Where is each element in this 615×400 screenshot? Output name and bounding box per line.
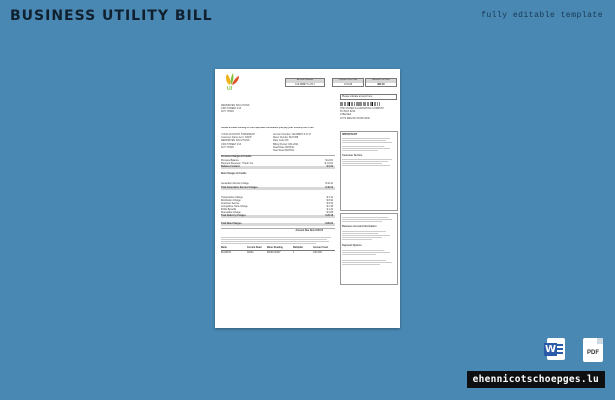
table-row: Balance Forward $ 0.00 bbox=[221, 166, 333, 168]
logo-text: UI bbox=[227, 86, 232, 91]
business-info-panel bbox=[340, 213, 398, 285]
account-right: Account Number 100-98887-5-1717 Meter Number 8127468 Rate Code RS Billing Period JUN-2021 Read Date 05/25/21 Next Read 06/25/21 bbox=[273, 133, 312, 153]
charges-table bbox=[221, 155, 335, 275]
bill-document bbox=[215, 69, 400, 328]
remit-address-line: LOTS REGION 02150-9230 bbox=[340, 116, 370, 120]
amount-due-label: Amount Due Now bbox=[366, 79, 396, 83]
table-row: Distribution Charge $ 8.92 bbox=[221, 200, 333, 202]
table-row: Generation Service Charge $ 42.10 bbox=[221, 183, 333, 185]
table-row: Payment Received - Thank You $ -12.81 bbox=[221, 163, 333, 165]
word-letter: W bbox=[544, 344, 557, 355]
account-number-label: Account Number bbox=[286, 79, 324, 83]
table-row: Public Benefits $ 1.22 bbox=[221, 209, 333, 211]
account-left bbox=[221, 133, 271, 149]
table-row: Total Generation Service Charges $ 42.10 bbox=[221, 187, 333, 189]
table-row: Total Delivery Charges $ 26.18 bbox=[221, 215, 333, 217]
remit-barcode bbox=[340, 102, 380, 106]
account-line: Customer Name Acct: NAPP bbox=[221, 136, 252, 140]
amount-due-value: $80.00 bbox=[377, 82, 385, 86]
amount-due-row: Amount Due Now $ 80.00 bbox=[295, 230, 323, 232]
important-panel bbox=[340, 131, 398, 211]
remit-address-line: CHELSEA bbox=[340, 113, 352, 117]
remit-address bbox=[340, 107, 398, 120]
panel-heading: Business Account Information bbox=[342, 225, 377, 228]
service-address-line: ANY TOWN bbox=[221, 110, 234, 114]
account-line: 1360 STREET 213 bbox=[221, 142, 242, 146]
account-line: ANY TOWN bbox=[221, 145, 234, 149]
word-file-icon[interactable] bbox=[544, 338, 565, 360]
new-charges-title: New Charges & Credits bbox=[221, 173, 247, 175]
account-number-value: 100-98887-5-1717 bbox=[295, 82, 315, 86]
leaf-logo-icon bbox=[224, 73, 240, 91]
amount-enclosed-label: Please indicate amount here bbox=[342, 95, 373, 98]
due-date-label: Payment Due Date bbox=[333, 79, 363, 83]
meter-header-row: Meter Current Read Meter Reading Multiplier Amount Used bbox=[221, 247, 335, 251]
site-watermark: ehennicotschoepges.lu bbox=[467, 371, 605, 388]
panel-heading: Payment Options bbox=[342, 244, 362, 247]
due-date-value: JUN-08 bbox=[343, 82, 353, 86]
total-row: Total New Charges $ 80.00 bbox=[221, 223, 333, 225]
service-address bbox=[221, 104, 281, 114]
notice-text: Please include nothing for the Important Information you pay your monthly bill in full bbox=[221, 127, 314, 129]
account-number-box bbox=[285, 78, 325, 87]
page-title: BUSINESS UTILITY BILL bbox=[10, 8, 213, 24]
account-line: MEMORVEN SOLUTIONS bbox=[221, 139, 250, 143]
important-title: IMPORTANT bbox=[342, 133, 358, 136]
amount-enclosed-box[interactable] bbox=[340, 94, 397, 100]
table-row: Renewable Charge $ 0.88 bbox=[221, 212, 333, 214]
table-row: Customer Service $ 9.64 bbox=[221, 203, 333, 205]
service-address-line: MEMORVEN SOLUTIONS bbox=[221, 104, 250, 107]
pdf-file-icon[interactable] bbox=[583, 338, 603, 362]
meter-row: 81126874 32604 85209-30307 1 100 kWh bbox=[221, 252, 323, 254]
service-address-line: 1360 STREET 213 bbox=[221, 107, 242, 111]
table-row: Previous Balance $ 12.81 bbox=[221, 160, 333, 162]
table-row: Transmission Charge $ 3.14 bbox=[221, 197, 333, 199]
amount-due-box bbox=[365, 78, 397, 87]
pdf-label: PDF bbox=[587, 350, 599, 356]
table-row: Competitive Trans Charge $ 2.38 bbox=[221, 206, 333, 208]
due-date-box bbox=[332, 78, 364, 87]
remit-address-line: THE UNITED ILLUMINATING COMPANY bbox=[340, 107, 385, 110]
account-line: YOUR ACCOUNT STATEMENT bbox=[221, 133, 256, 136]
page-subtitle: fully editable template bbox=[481, 11, 603, 20]
charges-title: Previous Charges & Credits bbox=[221, 156, 252, 158]
panel-heading: Customer Service bbox=[342, 154, 363, 157]
remit-address-line: PO BOX 9230 bbox=[340, 110, 356, 114]
